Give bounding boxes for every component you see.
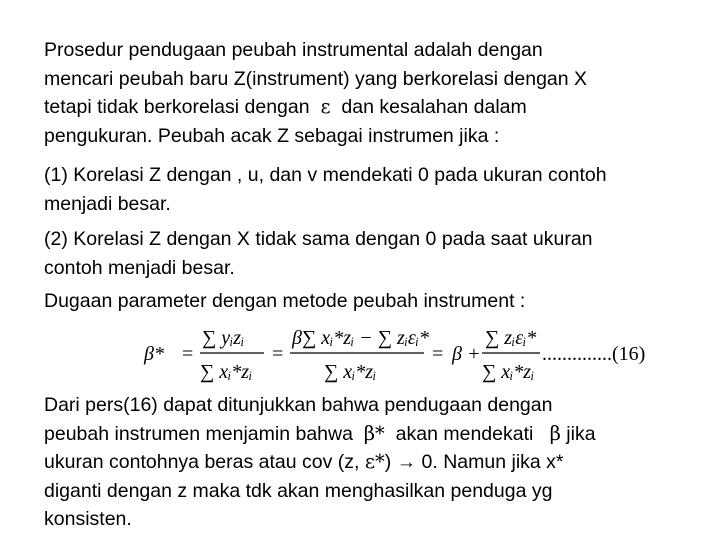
eq-denominator-2: ∑ xᵢ*zᵢ [324,361,377,383]
condition-2 [44,225,684,282]
beta-symbol: β [549,421,561,445]
condition-1-line-2: menjadi besar. [44,192,171,215]
intro-line-4: pengukuran. Peubah acak Z sebagai instrumen jika : [44,124,500,147]
conclusion-line-2-c: jika [566,422,596,445]
intro-line-2: mencari peubah baru Z(instrument) yang berkorelasi dengan X [44,67,588,90]
eq-numerator-1: ∑ yᵢzᵢ [202,327,245,349]
conclusion-line-2 [44,420,684,449]
condition-1 [44,161,684,218]
intro-line-3 [44,93,684,122]
epsilon-symbol: ε [320,95,331,118]
intro-line-1: Prosedur pendugaan peubah instrumental adalah dengan [44,39,543,61]
intro-paragraph [44,36,684,150]
estimator-heading: Dugaan parameter dengan metode peubah instrument : [44,290,526,312]
conclusion-line-5: konsisten. [44,508,132,530]
conclusion-line-2-a: peubah instrumen menjamin bahwa [44,422,353,445]
eq-equals-2: = [272,343,284,365]
eq-numerator-3: ∑ zᵢεᵢ* [485,327,537,349]
eq-equals-3: = [432,343,444,365]
conclusion-line-2-b: akan mendekati [395,422,534,445]
condition-2-line-2: contoh menjadi besar. [44,256,235,279]
condition-2-line-1: (2) Korelasi Z dengan X tidak sama dengan 0 pada saat ukuran [44,228,593,250]
epsilon-star-symbol: ε* [364,450,385,473]
equation-svg [140,318,680,388]
eq-denominator-1: ∑ xᵢ*zᵢ [200,361,253,383]
conclusion-line-3-b: ) → 0. Namun jika x* [384,451,564,473]
eq-number-tag: ..............(16) [542,343,646,365]
eq-equals-1: = [182,343,194,365]
intro-line-3-end: dan kesalahan dalam [341,96,527,118]
conclusion-line-1: Dari pers(16) dapat ditunjukkan bahwa pendugaan dengan [44,394,553,416]
eq-numerator-2: β∑ xᵢ*zᵢ − ∑ zᵢεᵢ* [292,327,429,349]
eq-lhs: β* [144,343,164,365]
eq-denominator-3: ∑ xᵢ*zᵢ [482,361,535,383]
equation-16 [140,318,680,388]
intro-line-3-text: tetapi tidak berkorelasi dengan [44,96,310,118]
beta-star-symbol: β* [363,421,385,445]
conclusion-paragraph [44,391,684,534]
eq-beta-plus: β + [452,343,481,365]
conclusion-line-3-a: ukuran contohnya beras atau cov (z, [44,451,360,473]
condition-1-line-1: (1) Korelasi Z dengan , u, dan v mendekati 0 pada ukuran contoh [44,164,607,186]
conclusion-line-4: diganti dengan z maka tdk akan menghasilkan penduga yg [44,479,553,502]
conclusion-line-3 [44,448,684,477]
